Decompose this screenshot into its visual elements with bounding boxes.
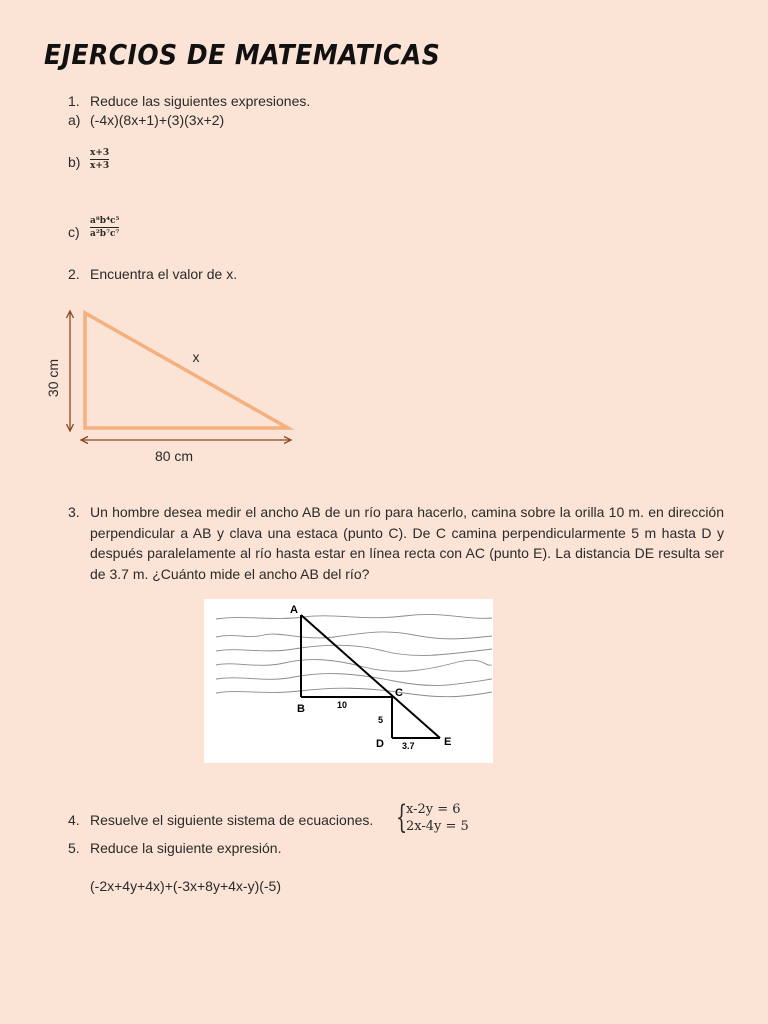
base-label: 80 cm	[154, 448, 194, 464]
q1a-expression: (-4x)(8x+1)+(3)(3x+2)	[90, 112, 225, 128]
equation-2: 2x-4y = 5	[406, 819, 469, 834]
equation-system	[406, 801, 469, 835]
point-e-label: E	[444, 736, 452, 748]
river-figure	[204, 599, 493, 763]
point-b-label: B	[297, 703, 305, 715]
q1b-numerator: x+3	[90, 148, 110, 158]
q1b-fraction	[90, 148, 109, 171]
height-arrow	[67, 311, 74, 431]
de-length-label: 3.7	[402, 741, 415, 751]
fraction-bar	[90, 159, 109, 160]
base-arrow	[81, 437, 291, 444]
q5-number: 5.	[68, 840, 80, 856]
q1b-label: b)	[68, 154, 81, 170]
q4-text: Resuelve el siguiente sistema de ecuaciones.	[90, 812, 374, 828]
height-label: 30 cm	[45, 358, 61, 398]
q1a-label: a)	[68, 112, 81, 128]
q1-number: 1.	[68, 93, 80, 109]
q4-number: 4.	[68, 812, 80, 828]
page-title: EJERCIOS DE MATEMATICAS	[44, 38, 441, 71]
q3-text: Un hombre desea medir el ancho AB de un río para hacerlo, camina sobre la orilla 10 m. en dirección perpendicular a AB y clava una estaca (punto C). De C camina perpendicularmente 5 m hasta D y después paralelamente al río hasta estar en línea recta con AC (punto E). La distancia DE resulta ser de 3.7 m. ¿Cuánto mide el ancho AB del río?	[90, 504, 724, 582]
q1c-denominator: a²b⁷c⁷	[90, 229, 120, 239]
q2-number: 2.	[68, 266, 80, 282]
q2-text: Encuentra el valor de x.	[90, 266, 238, 282]
system-brace: {	[396, 798, 408, 836]
q1c-numerator: a⁸b⁴c⁵	[90, 216, 120, 226]
q5-expression: (-2x+4y+4x)+(-3x+8y+4x-y)(-5)	[90, 878, 282, 894]
point-a-label: A	[290, 604, 298, 616]
point-c-label: C	[395, 687, 403, 699]
right-triangle	[85, 313, 288, 428]
q2-triangle-figure	[40, 300, 310, 475]
q1-text: Reduce las siguientes expresiones.	[90, 93, 311, 109]
fraction-bar	[90, 227, 119, 228]
cd-length-label: 5	[378, 715, 384, 725]
bc-length-label: 10	[337, 700, 348, 710]
equation-1: x-2y = 6	[406, 802, 461, 817]
q3-number: 3.	[68, 504, 80, 520]
q1c-label: c)	[68, 224, 80, 240]
q1c-fraction	[90, 216, 119, 239]
q5-text: Reduce la siguiente expresión.	[90, 840, 282, 856]
point-d-label: D	[376, 738, 384, 750]
q1b-denominator: x+3	[90, 161, 110, 171]
hypotenuse-label: x	[192, 349, 200, 365]
